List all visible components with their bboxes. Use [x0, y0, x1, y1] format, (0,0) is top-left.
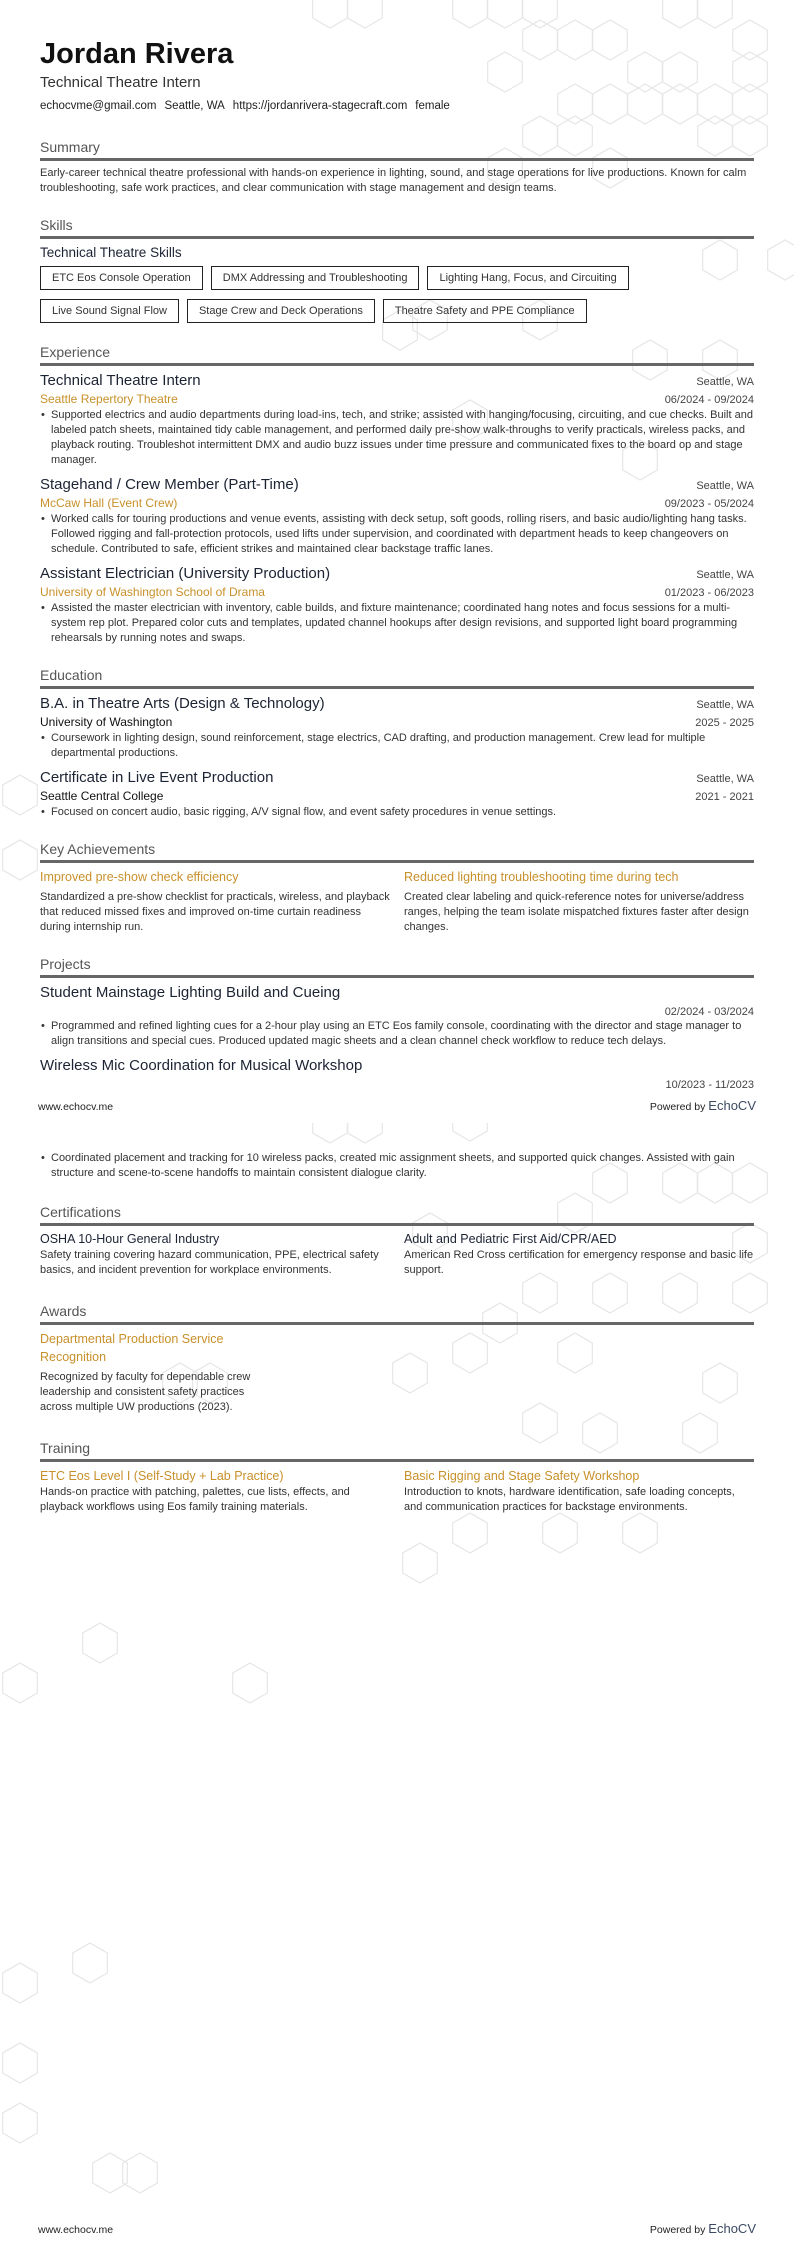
hexagon-shape [3, 775, 38, 815]
achievement-title: Reduced lighting troubleshooting time during tech [404, 870, 679, 884]
entry-title: Technical Theatre Intern [40, 372, 201, 389]
hexagon-shape [453, 1513, 488, 1553]
project-title: Student Mainstage Lighting Build and Cueing [40, 984, 341, 1001]
skill-chips [40, 266, 754, 323]
hexagon-shape [543, 1513, 578, 1553]
skill-chip: Stage Crew and Deck Operations [187, 299, 375, 323]
training-text: Introduction to knots, hardware identification, safe loading concepts, and communication practices for backstage environments. [404, 1486, 735, 1513]
education-section [40, 666, 754, 820]
hexagon-shape [623, 1513, 658, 1553]
entry-organization: Seattle Repertory Theatre [40, 392, 178, 406]
school: University of Washington [40, 715, 173, 729]
hexagon-shape [3, 2103, 38, 2143]
footer-site-link[interactable]: www.echocv.me [38, 2224, 114, 2236]
section-heading: Experience [40, 343, 754, 366]
hexagon-shape [3, 1963, 38, 2003]
experience-entry [40, 371, 754, 468]
hexagon-shape [403, 1543, 438, 1583]
certification-item [40, 1231, 390, 1278]
degree: B.A. in Theatre Arts (Design & Technology) [40, 695, 325, 712]
page-footer [38, 1098, 756, 1113]
hexagon-shape [348, 1123, 383, 1143]
achievement-item [404, 868, 754, 935]
skill-chip: ETC Eos Console Operation [40, 266, 203, 290]
entry-dates: 06/2024 - 09/2024 [664, 394, 754, 406]
skill-chip: Live Sound Signal Flow [40, 299, 179, 323]
section-heading: Awards [40, 1302, 754, 1325]
skills-section [40, 216, 754, 323]
achievement-item [40, 868, 390, 935]
resume-page-2 [0, 1123, 794, 2246]
certification-text: Safety training covering hazard communication, PPE, electrical safety basics, and incident prevention for workplace environments. [40, 1249, 379, 1276]
hexagon-shape [698, 0, 733, 28]
hexagon-shape [3, 1663, 38, 1703]
experience-entry [40, 475, 754, 557]
hexagon-shape [313, 1123, 348, 1143]
experience-entry [40, 564, 754, 646]
skill-chip: DMX Addressing and Troubleshooting [211, 266, 420, 290]
powered-by [650, 1098, 756, 1113]
certification-item [404, 1231, 754, 1278]
entry-bullet: • Coursework in lighting design, sound reinforcement, stage electrics, CAD drafting, and production management. Crew lead for multiple departmental productions. [40, 731, 754, 761]
hexagon-shape [313, 0, 348, 28]
powered-by-label: Powered by [649, 2224, 706, 2236]
award-title: Departmental Production Service Recognition [40, 1332, 224, 1364]
hexagon-shape [453, 0, 488, 28]
project-bullet: • Coordinated placement and tracking for 10 wireless packs, created mic assignment sheets, and supported quick changes. Assisted with gain structure and scene-to-scene handoffs to maintain consistent dialogue clarity. [40, 1151, 754, 1181]
powered-by-label: Powered by [649, 1101, 706, 1113]
hexagon-shape [768, 240, 794, 280]
hexagon-shape [348, 0, 383, 28]
section-heading: Key Achievements [40, 840, 754, 863]
hexagon-shape [233, 1663, 268, 1703]
entry-organization: University of Washington School of Drama [40, 585, 265, 599]
projects-section [40, 955, 754, 1091]
degree: Certificate in Live Event Production [40, 769, 274, 786]
entry-bullet: • Worked calls for touring productions and venue events, assisting with deck setup, soft goods, rolling risers, and basic audio/lighting hang tasks. Followed rigging and fall-protection protocols, used lifts under supervision, and coordinated with department heads to keep changeovers on schedule. Contributed to safe, efficient strikes and maintained clear backstage traffic lanes. [40, 512, 754, 557]
contact-info [40, 98, 754, 114]
achievement-text: Standardized a pre-show checklist for practicals, wireless, and playback that reduced missed fixes and improved on-time curtain readiness during internship run. [40, 891, 390, 933]
entry-location: Seattle, WA [696, 699, 754, 711]
school: Seattle Central College [40, 789, 164, 803]
hexagon-shape [83, 1623, 118, 1663]
skill-chip: Theatre Safety and PPE Compliance [383, 299, 587, 323]
certification-title: OSHA 10-Hour General Industry [40, 1232, 220, 1246]
entry-title: Stagehand / Crew Member (Part-Time) [40, 476, 299, 493]
contact-website[interactable]: https://jordanrivera-stagecraft.com [232, 100, 408, 112]
entry-bullet: • Focused on concert audio, basic rigging, A/V signal flow, and event safety procedures in venue settings. [40, 805, 754, 820]
section-heading: Summary [40, 138, 754, 161]
training-item [404, 1467, 754, 1515]
project-entry [40, 1056, 754, 1091]
training-section [40, 1439, 754, 1515]
training-title: Basic Rigging and Stage Safety Workshop [404, 1469, 640, 1483]
entry-bullet: • Supported electrics and audio departments during load-ins, tech, and strike; assisted with hanging/focusing, circuiting, and cue checks. Built and labeled patch sheets, maintained tidy cable management, and performed daily pre-show walk-throughs to verify practicals, wireless packs, and playback routing. Troubleshot intermittent DMX and audio buzz issues under time pressure and communicated fixes to the board op and stage manager. [40, 408, 754, 468]
section-heading: Training [40, 1439, 754, 1462]
entry-bullet: • Assisted the master electrician with inventory, cable builds, and fixture maintenance; coordinated hang notes and focus sessions for a multi-system rep plot. Prepared color cuts and templates, updated channel hookups after design revisions, and supported light board programming rehearsals by running notes and swaps. [40, 601, 754, 646]
hexagon-shape [488, 0, 523, 28]
education-entry [40, 694, 754, 761]
award-text: Recognized by faculty for dependable crew leadership and consistent safety practices across multiple UW productions (2023). [40, 1371, 251, 1413]
page-footer [38, 2221, 756, 2236]
section-heading: Projects [40, 955, 754, 978]
entry-dates: 09/2023 - 05/2024 [664, 498, 754, 510]
summary-text: Early-career technical theatre professional with hands-on experience in lighting, sound, and stage operations for live productions. Known for calm troubleshooting, safe work practices, and clear communication with stage management and design teams. [40, 167, 747, 194]
hexagon-shape [123, 2153, 158, 2193]
contact-location: Seattle, WA [164, 100, 225, 112]
certification-text: American Red Cross certification for emergency response and basic life support. [404, 1249, 754, 1276]
achievements-section [40, 840, 754, 935]
page-1-content [40, 36, 754, 1091]
entry-dates: 2025 - 2025 [695, 717, 754, 729]
entry-location: Seattle, WA [696, 376, 754, 388]
section-heading: Skills [40, 216, 754, 239]
skill-chip: Lighting Hang, Focus, and Circuiting [427, 266, 628, 290]
entry-dates: 01/2023 - 06/2023 [664, 587, 754, 599]
hexagon-shape [73, 1943, 108, 1983]
job-title: Technical Theatre Intern [40, 74, 201, 91]
summary-section [40, 138, 754, 196]
project-dates: 02/2024 - 03/2024 [664, 1006, 754, 1018]
awards-section [40, 1302, 754, 1415]
education-entry [40, 768, 754, 820]
page-2-content [40, 1150, 754, 1515]
brand-logo[interactable]: EchoCV [708, 2221, 756, 2236]
hexagon-shape [453, 1123, 488, 1141]
section-heading: Certifications [40, 1203, 754, 1226]
training-title: ETC Eos Level I (Self-Study + Lab Practice) [40, 1469, 284, 1483]
hexagon-shape [3, 840, 38, 880]
certification-title: Adult and Pediatric First Aid/CPR/AED [404, 1232, 617, 1246]
entry-location: Seattle, WA [696, 773, 754, 785]
experience-section [40, 343, 754, 646]
candidate-name: Jordan Rivera [40, 38, 234, 70]
hexagon-shape [663, 0, 698, 28]
award-item [40, 1330, 276, 1415]
skill-group-title: Technical Theatre Skills [40, 245, 182, 260]
project-dates: 10/2023 - 11/2023 [665, 1079, 754, 1091]
project-entry [40, 983, 754, 1049]
section-heading: Education [40, 666, 754, 689]
entry-title: Assistant Electrician (University Production) [40, 565, 331, 582]
hexagon-shape [93, 2153, 128, 2193]
entry-location: Seattle, WA [696, 480, 754, 492]
hexagon-shape [3, 2043, 38, 2083]
training-text: Hands-on practice with patching, palettes, cue lists, effects, and playback workflows using Eos family training materials. [40, 1486, 350, 1513]
powered-by [650, 2221, 756, 2236]
entry-organization: McCaw Hall (Event Crew) [40, 496, 178, 510]
contact-email[interactable]: echocvme@gmail.com [40, 100, 157, 112]
achievement-title: Improved pre-show check efficiency [40, 870, 239, 884]
entry-location: Seattle, WA [696, 569, 754, 581]
project-bullet: • Programmed and refined lighting cues for a 2-hour play using an ETC Eos family console, coordinating with the director and stage manager to align transitions and special cues. Produced updated magic sheets and a clean channel check workflow to reduce tech delays. [40, 1019, 754, 1049]
brand-logo[interactable]: EchoCV [708, 1098, 756, 1113]
footer-site-link[interactable]: www.echocv.me [38, 1101, 114, 1113]
contact-gender: female [415, 100, 450, 112]
achievement-text: Created clear labeling and quick-reference notes for universe/address ranges, helping the team isolate mispatched fixtures faster after design changes. [404, 891, 749, 933]
certifications-section [40, 1203, 754, 1278]
entry-dates: 2021 - 2021 [695, 791, 754, 803]
project-title: Wireless Mic Coordination for Musical Workshop [40, 1057, 363, 1074]
hexagon-shape [523, 0, 558, 28]
training-item [40, 1467, 390, 1515]
